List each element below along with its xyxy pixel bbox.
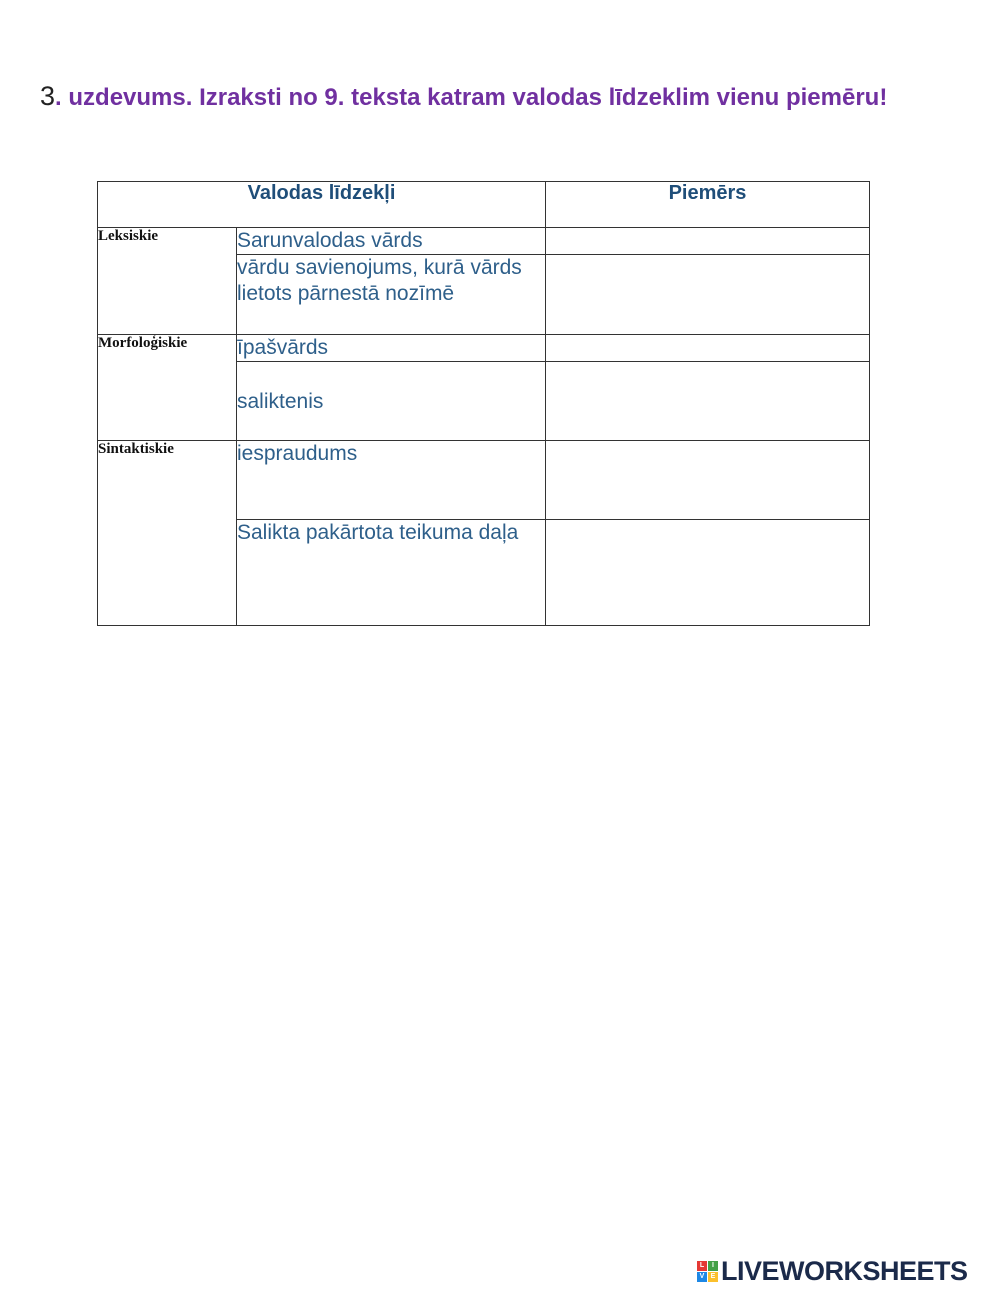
- answer-cell[interactable]: [546, 255, 870, 335]
- answer-cell[interactable]: [546, 335, 870, 362]
- header-valodas-lidzekli: Valodas līdzekļi: [98, 182, 546, 228]
- answer-cell[interactable]: [546, 441, 870, 520]
- logo-mark-icon: L I V E: [697, 1261, 718, 1282]
- table-row: [98, 441, 870, 520]
- table-row: [98, 335, 870, 362]
- category-sintaktiskie: Sintaktiskie: [98, 441, 237, 626]
- item-saliktenis: saliktenis: [237, 362, 546, 441]
- answer-cell[interactable]: [546, 520, 870, 626]
- item-sarunvalodas-vards: Sarunvalodas vārds: [237, 228, 546, 255]
- item-varda-savienojums: vārdu savienojums, kurā vārds lietots pārnestā nozīmē: [237, 255, 546, 335]
- task-number: 3: [40, 81, 56, 111]
- item-ipasvards: īpašvārds: [237, 335, 546, 362]
- answer-cell[interactable]: [546, 228, 870, 255]
- category-leksiskie: Leksiskie: [98, 228, 237, 335]
- header-piemers: Piemērs: [546, 182, 870, 228]
- language-means-table: [97, 181, 870, 626]
- task-text: . uzdevums. Izraksti no 9. teksta katram valodas līdzeklim vienu piemēru!: [55, 84, 888, 111]
- logo-text: LIVEWORKSHEETS: [721, 1255, 968, 1286]
- table-header-row: [98, 182, 870, 228]
- table-row: [98, 228, 870, 255]
- task-instruction: [40, 80, 948, 114]
- item-iespraudums: iespraudums: [237, 441, 546, 520]
- liveworksheets-logo: [697, 1256, 968, 1286]
- answer-cell[interactable]: [546, 362, 870, 441]
- item-salikta-pakartota: Salikta pakārtota teikuma daļa: [237, 520, 546, 626]
- category-morfologiskie: Morfoloģiskie: [98, 335, 237, 441]
